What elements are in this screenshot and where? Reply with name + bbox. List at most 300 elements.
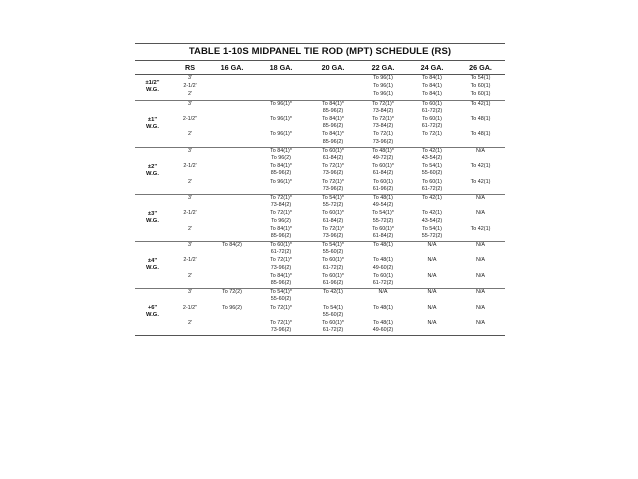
value-cell xyxy=(456,91,505,99)
value-line: 73-84(2) xyxy=(270,202,292,209)
value-line: 85-96(2) xyxy=(270,170,292,177)
rs-cell: 2' xyxy=(187,131,193,138)
pressure-label xyxy=(135,289,170,335)
value-cell xyxy=(408,289,456,304)
value-cell xyxy=(308,226,358,241)
value-cell xyxy=(456,257,505,272)
value-line: To 42(1) xyxy=(422,210,442,217)
rs-cell: 3' xyxy=(187,147,193,154)
value-cell xyxy=(254,210,308,225)
value-line: 55-60(2) xyxy=(322,311,344,318)
pressure-label xyxy=(135,242,170,288)
value-cell xyxy=(308,195,358,210)
value-line: N/A xyxy=(476,147,485,154)
value-line: N/A xyxy=(427,304,437,311)
value-cell xyxy=(358,91,408,99)
value-line: To 54(1) xyxy=(422,225,442,232)
value-cell xyxy=(358,289,408,304)
value-line: N/A xyxy=(476,272,485,279)
value-cell xyxy=(308,179,358,194)
pressure-label xyxy=(135,75,170,100)
value-line: To 96(1)* xyxy=(270,178,292,185)
table-row xyxy=(170,226,505,241)
value-cell xyxy=(308,257,358,272)
value-line: To 60(1) xyxy=(422,178,442,185)
table-row xyxy=(170,257,505,272)
value-line: To 60(1)* xyxy=(322,147,344,154)
value-cell xyxy=(254,226,308,241)
rs-cell: 2' xyxy=(187,320,193,327)
value-line: To 84(1)* xyxy=(270,225,292,232)
value-cell xyxy=(210,179,254,194)
value-cell xyxy=(456,195,505,210)
value-line: N/A xyxy=(427,257,437,264)
value-line: N/A xyxy=(476,257,485,264)
value-cell xyxy=(358,257,408,272)
value-line: To 96(1)* xyxy=(270,131,292,138)
value-cell xyxy=(210,83,254,91)
value-cell xyxy=(408,101,456,116)
value-line: 61-84(2) xyxy=(372,170,394,177)
value-cell xyxy=(254,320,308,335)
value-cell xyxy=(210,273,254,288)
pressure-unit: W.G. xyxy=(146,265,159,272)
value-line: To 72(1)* xyxy=(270,304,292,311)
value-line: To 60(1) xyxy=(470,83,491,90)
pressure-label xyxy=(135,101,170,147)
value-line: To 42(1) xyxy=(470,100,491,107)
value-cell xyxy=(210,131,254,146)
header-cell-18ga: 18 GA. xyxy=(269,63,293,72)
pressure-group xyxy=(135,242,505,289)
value-line: To 48(1) xyxy=(470,131,491,138)
value-line: To 84(1) xyxy=(422,83,442,90)
value-line: N/A xyxy=(476,194,485,201)
value-cell xyxy=(456,242,505,257)
header-cell-16ga: 16 GA. xyxy=(220,63,244,72)
value-cell xyxy=(456,83,505,91)
pressure-value: +6" xyxy=(147,305,158,312)
value-line: To 48(1) xyxy=(373,257,393,264)
value-line: To 72(1)* xyxy=(322,163,344,170)
value-line: To 96(2) xyxy=(271,154,291,161)
table-row xyxy=(170,148,505,163)
value-line: 61-72(2) xyxy=(421,185,443,192)
value-line: To 96(1) xyxy=(373,83,393,90)
table-row xyxy=(170,242,505,257)
value-cell xyxy=(210,75,254,83)
value-line: To 60(1) xyxy=(373,178,393,185)
value-cell xyxy=(456,289,505,304)
value-cell xyxy=(254,91,308,99)
value-cell xyxy=(210,195,254,210)
value-cell xyxy=(358,320,408,335)
value-line: 55-60(2) xyxy=(270,296,292,303)
value-cell xyxy=(254,131,308,146)
pressure-group xyxy=(135,289,505,336)
value-line: 73-84(2) xyxy=(372,123,394,130)
value-line: To 84(1)* xyxy=(270,163,292,170)
value-cell xyxy=(408,242,456,257)
value-cell xyxy=(254,305,308,320)
value-line: To 84(1) xyxy=(422,75,442,81)
value-line: 61-72(2) xyxy=(322,327,344,334)
value-line: To 72(1)* xyxy=(270,320,292,327)
rs-cell: 2' xyxy=(187,178,193,185)
value-cell xyxy=(456,148,505,163)
pressure-unit: W.G. xyxy=(146,217,159,224)
value-line: To 42(1) xyxy=(470,163,491,170)
value-line: To 54(1) xyxy=(470,75,491,81)
value-line: 61-72(2) xyxy=(372,280,394,287)
value-cell xyxy=(254,148,308,163)
value-line: 61-84(2) xyxy=(322,217,344,224)
value-line: 73-84(2) xyxy=(372,107,394,114)
table-row xyxy=(170,83,505,91)
rs-cell: 2-1/2' xyxy=(183,163,197,170)
value-line: To 60(1)* xyxy=(270,242,292,249)
value-cell xyxy=(254,101,308,116)
value-line: 61-72(2) xyxy=(421,123,443,130)
table-row xyxy=(170,116,505,131)
value-line: 73-96(2) xyxy=(322,170,344,177)
value-cell xyxy=(254,75,308,83)
value-line: To 48(1)* xyxy=(372,147,394,154)
table-row xyxy=(170,75,505,83)
table-row xyxy=(170,273,505,288)
value-line: To 84(1)* xyxy=(322,131,344,138)
value-cell xyxy=(210,226,254,241)
pressure-label xyxy=(135,195,170,241)
value-line: To 72(1)* xyxy=(322,225,344,232)
value-cell xyxy=(308,305,358,320)
header-cell-rs: RS xyxy=(185,63,195,72)
value-cell xyxy=(308,210,358,225)
value-line: To 42(1) xyxy=(323,289,343,296)
value-cell xyxy=(254,83,308,91)
value-line: To 60(1) xyxy=(373,272,393,279)
value-cell xyxy=(254,257,308,272)
value-cell xyxy=(408,226,456,241)
rs-cell: 3' xyxy=(187,75,193,81)
value-cell xyxy=(308,289,358,304)
value-cell xyxy=(358,210,408,225)
value-cell xyxy=(358,226,408,241)
value-cell xyxy=(456,273,505,288)
value-cell xyxy=(408,116,456,131)
value-cell xyxy=(358,242,408,257)
value-line: 61-96(2) xyxy=(372,185,394,192)
value-cell xyxy=(308,91,358,99)
table-row xyxy=(170,289,505,304)
pressure-unit: W.G. xyxy=(146,312,159,319)
table-row xyxy=(170,101,505,116)
value-line: 85-96(2) xyxy=(322,107,344,114)
value-cell xyxy=(210,210,254,225)
value-line: To 60(1)* xyxy=(372,163,394,170)
pressure-value: ±3" xyxy=(147,210,158,217)
table-row xyxy=(170,305,505,320)
value-cell xyxy=(210,116,254,131)
value-cell xyxy=(408,83,456,91)
value-line: To 54(1)* xyxy=(372,210,394,217)
value-line: 49-60(2) xyxy=(372,264,394,271)
value-cell xyxy=(408,305,456,320)
value-cell xyxy=(210,148,254,163)
value-line: To 72(1)* xyxy=(270,210,292,217)
value-cell xyxy=(456,75,505,83)
value-line: 61-84(2) xyxy=(372,232,394,239)
pressure-group xyxy=(135,101,505,148)
value-cell xyxy=(254,195,308,210)
value-line: 73-96(2) xyxy=(270,264,292,271)
rs-cell: 3' xyxy=(187,242,193,249)
value-line: To 96(1)* xyxy=(270,115,292,122)
value-line: To 60(1)* xyxy=(372,225,394,232)
value-line: To 48(1) xyxy=(470,115,491,122)
value-line: To 42(1) xyxy=(470,225,491,232)
value-cell xyxy=(254,116,308,131)
value-line: N/A xyxy=(427,320,437,327)
pressure-unit: W.G. xyxy=(146,87,159,94)
value-line: 61-96(2) xyxy=(322,280,344,287)
pressure-value: ±1" xyxy=(147,116,158,123)
value-cell xyxy=(456,131,505,146)
value-cell xyxy=(358,116,408,131)
value-line: N/A xyxy=(427,242,437,249)
value-line: To 42(1) xyxy=(470,178,491,185)
value-cell xyxy=(408,148,456,163)
pressure-group xyxy=(135,195,505,242)
value-cell xyxy=(210,163,254,178)
value-line: 73-96(2) xyxy=(322,232,344,239)
rs-cell: 2-1/2' xyxy=(183,257,197,264)
value-line: N/A xyxy=(427,289,437,296)
value-cell xyxy=(456,210,505,225)
header-cell-26ga: 26 GA. xyxy=(469,63,492,72)
rs-cell: 2-1/2" xyxy=(182,115,198,122)
value-line: 61-72(2) xyxy=(421,107,443,114)
value-cell xyxy=(408,163,456,178)
value-cell xyxy=(254,179,308,194)
rs-cell: 2-1/2" xyxy=(182,304,198,311)
value-line: To 72(1) xyxy=(422,131,442,138)
value-cell xyxy=(308,131,358,146)
value-cell xyxy=(456,305,505,320)
value-line: To 84(1)* xyxy=(270,272,292,279)
value-line: To 60(1) xyxy=(470,91,491,98)
table-row xyxy=(170,320,505,335)
value-cell xyxy=(308,273,358,288)
rs-cell: 2-1/2' xyxy=(183,83,197,90)
value-cell xyxy=(408,131,456,146)
value-line: 61-72(2) xyxy=(270,249,292,256)
pressure-unit: W.G. xyxy=(146,170,159,177)
rs-cell: 2' xyxy=(187,225,193,232)
value-line: 55-60(2) xyxy=(322,249,344,256)
value-cell xyxy=(456,226,505,241)
value-line: To 72(1)* xyxy=(372,100,394,107)
value-line: To 60(1)* xyxy=(322,272,344,279)
value-line: 55-72(2) xyxy=(372,217,394,224)
value-line: 73-96(2) xyxy=(322,185,344,192)
value-line: N/A xyxy=(476,242,485,249)
value-cell xyxy=(210,91,254,99)
value-line: 85-96(2) xyxy=(322,123,344,130)
value-line: To 54(1)* xyxy=(270,289,292,296)
value-cell xyxy=(358,83,408,91)
value-cell xyxy=(308,148,358,163)
value-line: 73-96(2) xyxy=(372,138,394,145)
value-cell xyxy=(456,163,505,178)
value-line: N/A xyxy=(476,289,485,296)
table-row xyxy=(170,163,505,178)
value-cell xyxy=(254,242,308,257)
header-cell-24ga: 24 GA. xyxy=(420,63,444,72)
value-line: To 96(1) xyxy=(373,75,393,81)
value-line: To 42(1) xyxy=(422,147,442,154)
value-cell xyxy=(358,163,408,178)
value-cell xyxy=(456,116,505,131)
value-cell xyxy=(210,289,254,304)
value-cell xyxy=(358,101,408,116)
rs-cell: 2' xyxy=(187,91,193,98)
value-line: To 72(1)* xyxy=(270,257,292,264)
table-row xyxy=(170,91,505,99)
value-line: 61-84(2) xyxy=(322,154,344,161)
rs-cell: 2' xyxy=(187,272,193,279)
value-line: To 72(1)* xyxy=(322,178,344,185)
value-line: To 54(1)* xyxy=(322,194,344,201)
value-cell xyxy=(408,210,456,225)
value-cell xyxy=(210,320,254,335)
table-row xyxy=(170,195,505,210)
value-cell xyxy=(456,179,505,194)
value-line: To 60(1)* xyxy=(322,210,344,217)
value-line: 43-54(2) xyxy=(421,217,443,224)
value-line: 61-72(2) xyxy=(322,264,344,271)
value-cell xyxy=(358,131,408,146)
value-line: N/A xyxy=(476,320,485,327)
value-cell xyxy=(408,195,456,210)
value-cell xyxy=(456,320,505,335)
value-cell xyxy=(308,320,358,335)
value-cell xyxy=(210,257,254,272)
value-line: N/A xyxy=(378,289,388,296)
value-line: 49-60(2) xyxy=(372,327,394,334)
rs-cell: 3' xyxy=(187,100,193,107)
value-line: 85-96(2) xyxy=(322,138,344,145)
value-cell xyxy=(308,101,358,116)
value-cell xyxy=(358,305,408,320)
value-line: 55-72(2) xyxy=(322,202,344,209)
schedule-table xyxy=(135,43,505,336)
table-body xyxy=(135,75,505,336)
value-line: 55-60(2) xyxy=(421,170,443,177)
value-line: To 96(1)* xyxy=(270,100,292,107)
value-line: N/A xyxy=(476,210,485,217)
value-cell xyxy=(308,75,358,83)
value-cell xyxy=(210,242,254,257)
value-line: To 60(1) xyxy=(422,100,442,107)
header-row xyxy=(135,61,505,75)
table-row xyxy=(170,131,505,146)
value-cell xyxy=(210,305,254,320)
value-line: To 96(2) xyxy=(222,304,242,311)
value-line: To 84(1)* xyxy=(322,115,344,122)
rs-cell: 3' xyxy=(187,289,193,296)
value-line: To 54(1) xyxy=(323,304,343,311)
value-line: 55-72(2) xyxy=(421,232,443,239)
value-line: To 96(1) xyxy=(373,91,393,98)
value-line: To 54(1) xyxy=(422,163,442,170)
value-cell xyxy=(254,163,308,178)
pressure-value: ±2" xyxy=(147,163,158,170)
value-cell xyxy=(456,101,505,116)
pressure-value: ±1/2" xyxy=(145,80,160,87)
value-line: N/A xyxy=(476,304,485,311)
pressure-unit: W.G. xyxy=(146,123,159,130)
value-cell xyxy=(408,273,456,288)
value-line: To 48(1) xyxy=(373,320,393,327)
value-cell xyxy=(358,195,408,210)
value-line: To 60(1)* xyxy=(322,257,344,264)
value-line: 43-54(2) xyxy=(421,154,443,161)
header-cell-22ga: 22 GA. xyxy=(371,63,395,72)
value-cell xyxy=(408,320,456,335)
value-cell xyxy=(408,257,456,272)
value-cell xyxy=(408,91,456,99)
value-cell xyxy=(358,148,408,163)
rs-cell: 2-1/2' xyxy=(183,210,197,217)
value-line: 49-54(2) xyxy=(372,202,394,209)
pressure-label xyxy=(135,148,170,194)
value-line: 73-96(2) xyxy=(270,327,292,334)
header-cell-20ga: 20 GA. xyxy=(321,63,345,72)
value-cell xyxy=(308,163,358,178)
value-line: To 48(1) xyxy=(373,304,393,311)
value-cell xyxy=(254,289,308,304)
table-row xyxy=(170,179,505,194)
value-cell xyxy=(358,273,408,288)
value-line: To 96(2) xyxy=(271,217,291,224)
pressure-group xyxy=(135,75,505,101)
header-cell xyxy=(135,61,170,74)
value-line: To 72(2) xyxy=(222,289,242,296)
value-cell xyxy=(254,273,308,288)
value-line: 85-96(2) xyxy=(270,280,292,287)
value-cell xyxy=(210,101,254,116)
value-line: To 54(1)* xyxy=(322,242,344,249)
value-line: To 72(1)* xyxy=(372,115,394,122)
value-line: To 84(1)* xyxy=(270,147,292,154)
value-cell xyxy=(358,179,408,194)
value-line: To 72(1)* xyxy=(270,194,292,201)
pressure-group xyxy=(135,148,505,195)
value-cell xyxy=(358,75,408,83)
value-line: 49-72(2) xyxy=(372,154,394,161)
table-row xyxy=(170,210,505,225)
value-line: To 60(1)* xyxy=(322,320,344,327)
value-line: To 84(1)* xyxy=(322,100,344,107)
value-cell xyxy=(408,179,456,194)
value-line: To 72(1) xyxy=(373,131,393,138)
rs-cell: 3' xyxy=(187,194,193,201)
value-line: To 84(2) xyxy=(222,242,242,249)
value-cell xyxy=(308,116,358,131)
pressure-value: ±4" xyxy=(147,258,158,265)
value-line: 85-96(2) xyxy=(270,232,292,239)
